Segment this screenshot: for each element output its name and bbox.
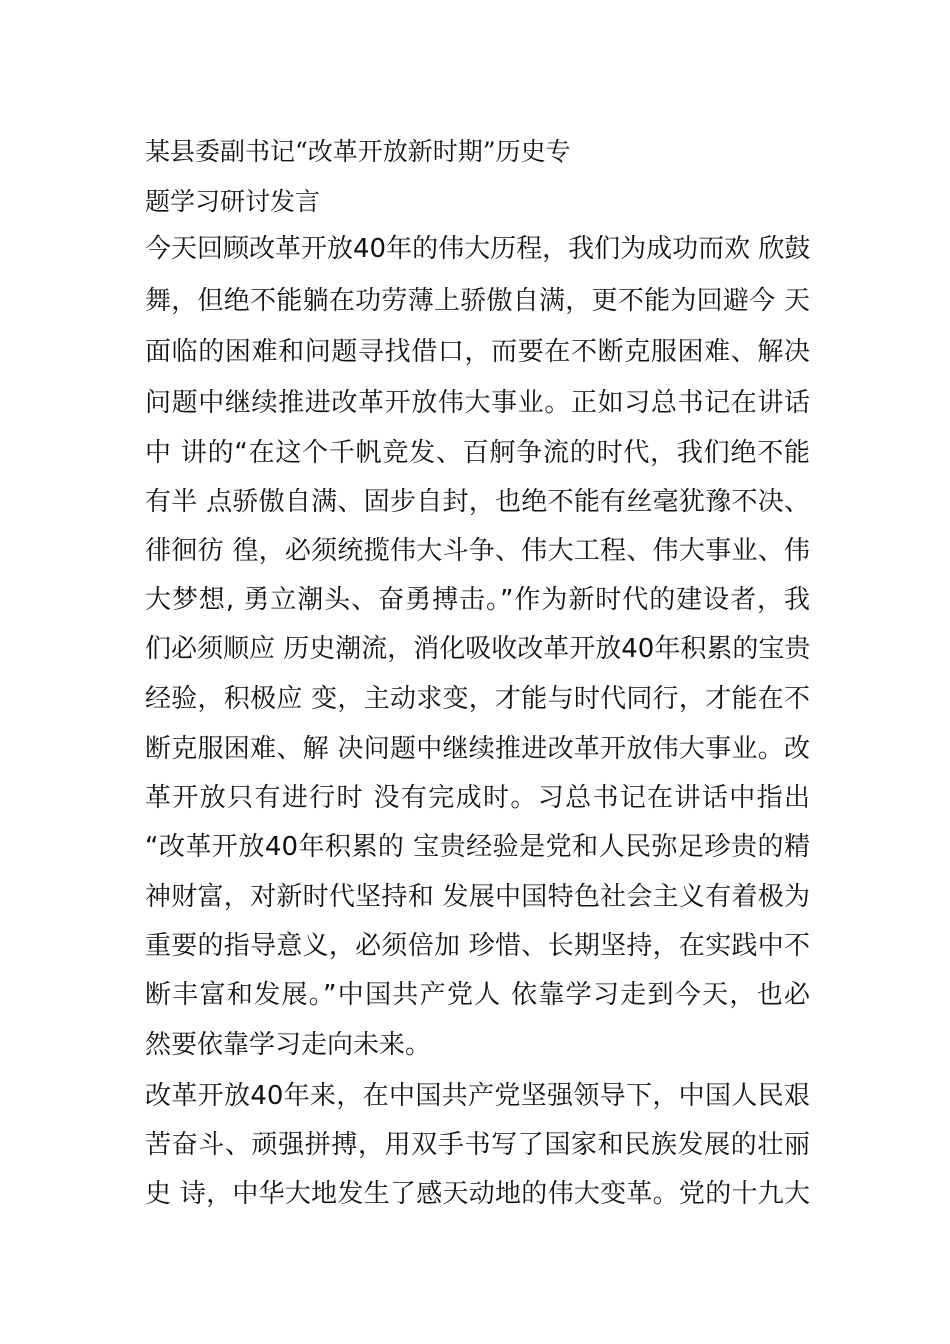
paragraph-line: 舞，但绝不能躺在功劳薄上骄傲自满，更不能为回避今 天: [145, 286, 810, 316]
paragraph-line: 问题中继续推进改革开放伟大事业。正如习总书记在讲话: [145, 388, 810, 418]
paragraph-line: 断克服困难、解 决问题中继续推进改革开放伟大事业。改: [145, 734, 810, 764]
paragraph-line: 神财富，对新时代坚持和 发展中国特色社会主义有着极为: [145, 882, 810, 912]
paragraph-line: 改革开放40年来，在中国共产党坚强领导下，中国人民艰: [145, 1081, 810, 1111]
paragraph-line: 今天回顾改革开放40年的伟大历程，我们为成功而欢 欣鼓: [145, 234, 811, 264]
paragraph-line: 经验，积极应 变，主动求变，才能与时代同行，才能在不: [145, 684, 810, 714]
title-line-2: 题学习研讨发言: [145, 187, 321, 216]
paragraph-line: 史 诗，中华大地发生了感天动地的伟大变革。党的十九大: [145, 1179, 810, 1209]
paragraph-line: “改革开放40年积累的 宝贵经验是党和人民弥足珍贵的精: [145, 832, 810, 862]
paragraph-line: 面临的困难和问题寻找借口，而要在不断克服困难、解决: [145, 337, 810, 367]
paragraph-line: 革开放只有进行时 没有完成时。习总书记在讲话中指出: [145, 783, 810, 813]
paragraph-line: 徘徊彷 徨，必须统揽伟大斗争、伟大工程、伟大事业、伟: [145, 536, 810, 566]
title-line-1: 某县委副书记“改革开放新时期”历史专: [145, 137, 571, 166]
paragraph-line: 然要依靠学习走向未来。: [145, 1030, 432, 1060]
paragraph-line: 有半 点骄傲自满、固步自封，也绝不能有丝毫犹豫不决、: [145, 487, 810, 517]
paragraph-line: 大梦想, 勇立潮头、奋勇搏击。”作为新时代的建设者，我: [145, 585, 810, 615]
paragraph-line: 断丰富和发展。”中国共产党人 依靠学习走到今天，也必: [145, 980, 810, 1010]
paragraph-line: 苦奋斗、顽强拼搏，用双手书写了国家和民族发展的壮丽: [145, 1130, 810, 1160]
paragraph-line: 中 讲的“在这个千帆竞发、百舸争流的时代，我们绝不能: [145, 438, 810, 468]
paragraph-line: 们必须顺应 历史潮流，消化吸收改革开放40年积累的宝贵: [145, 634, 811, 664]
paragraph-line: 重要的指导意义，必须倍加 珍惜、长期坚持，在实践中不: [145, 931, 810, 961]
